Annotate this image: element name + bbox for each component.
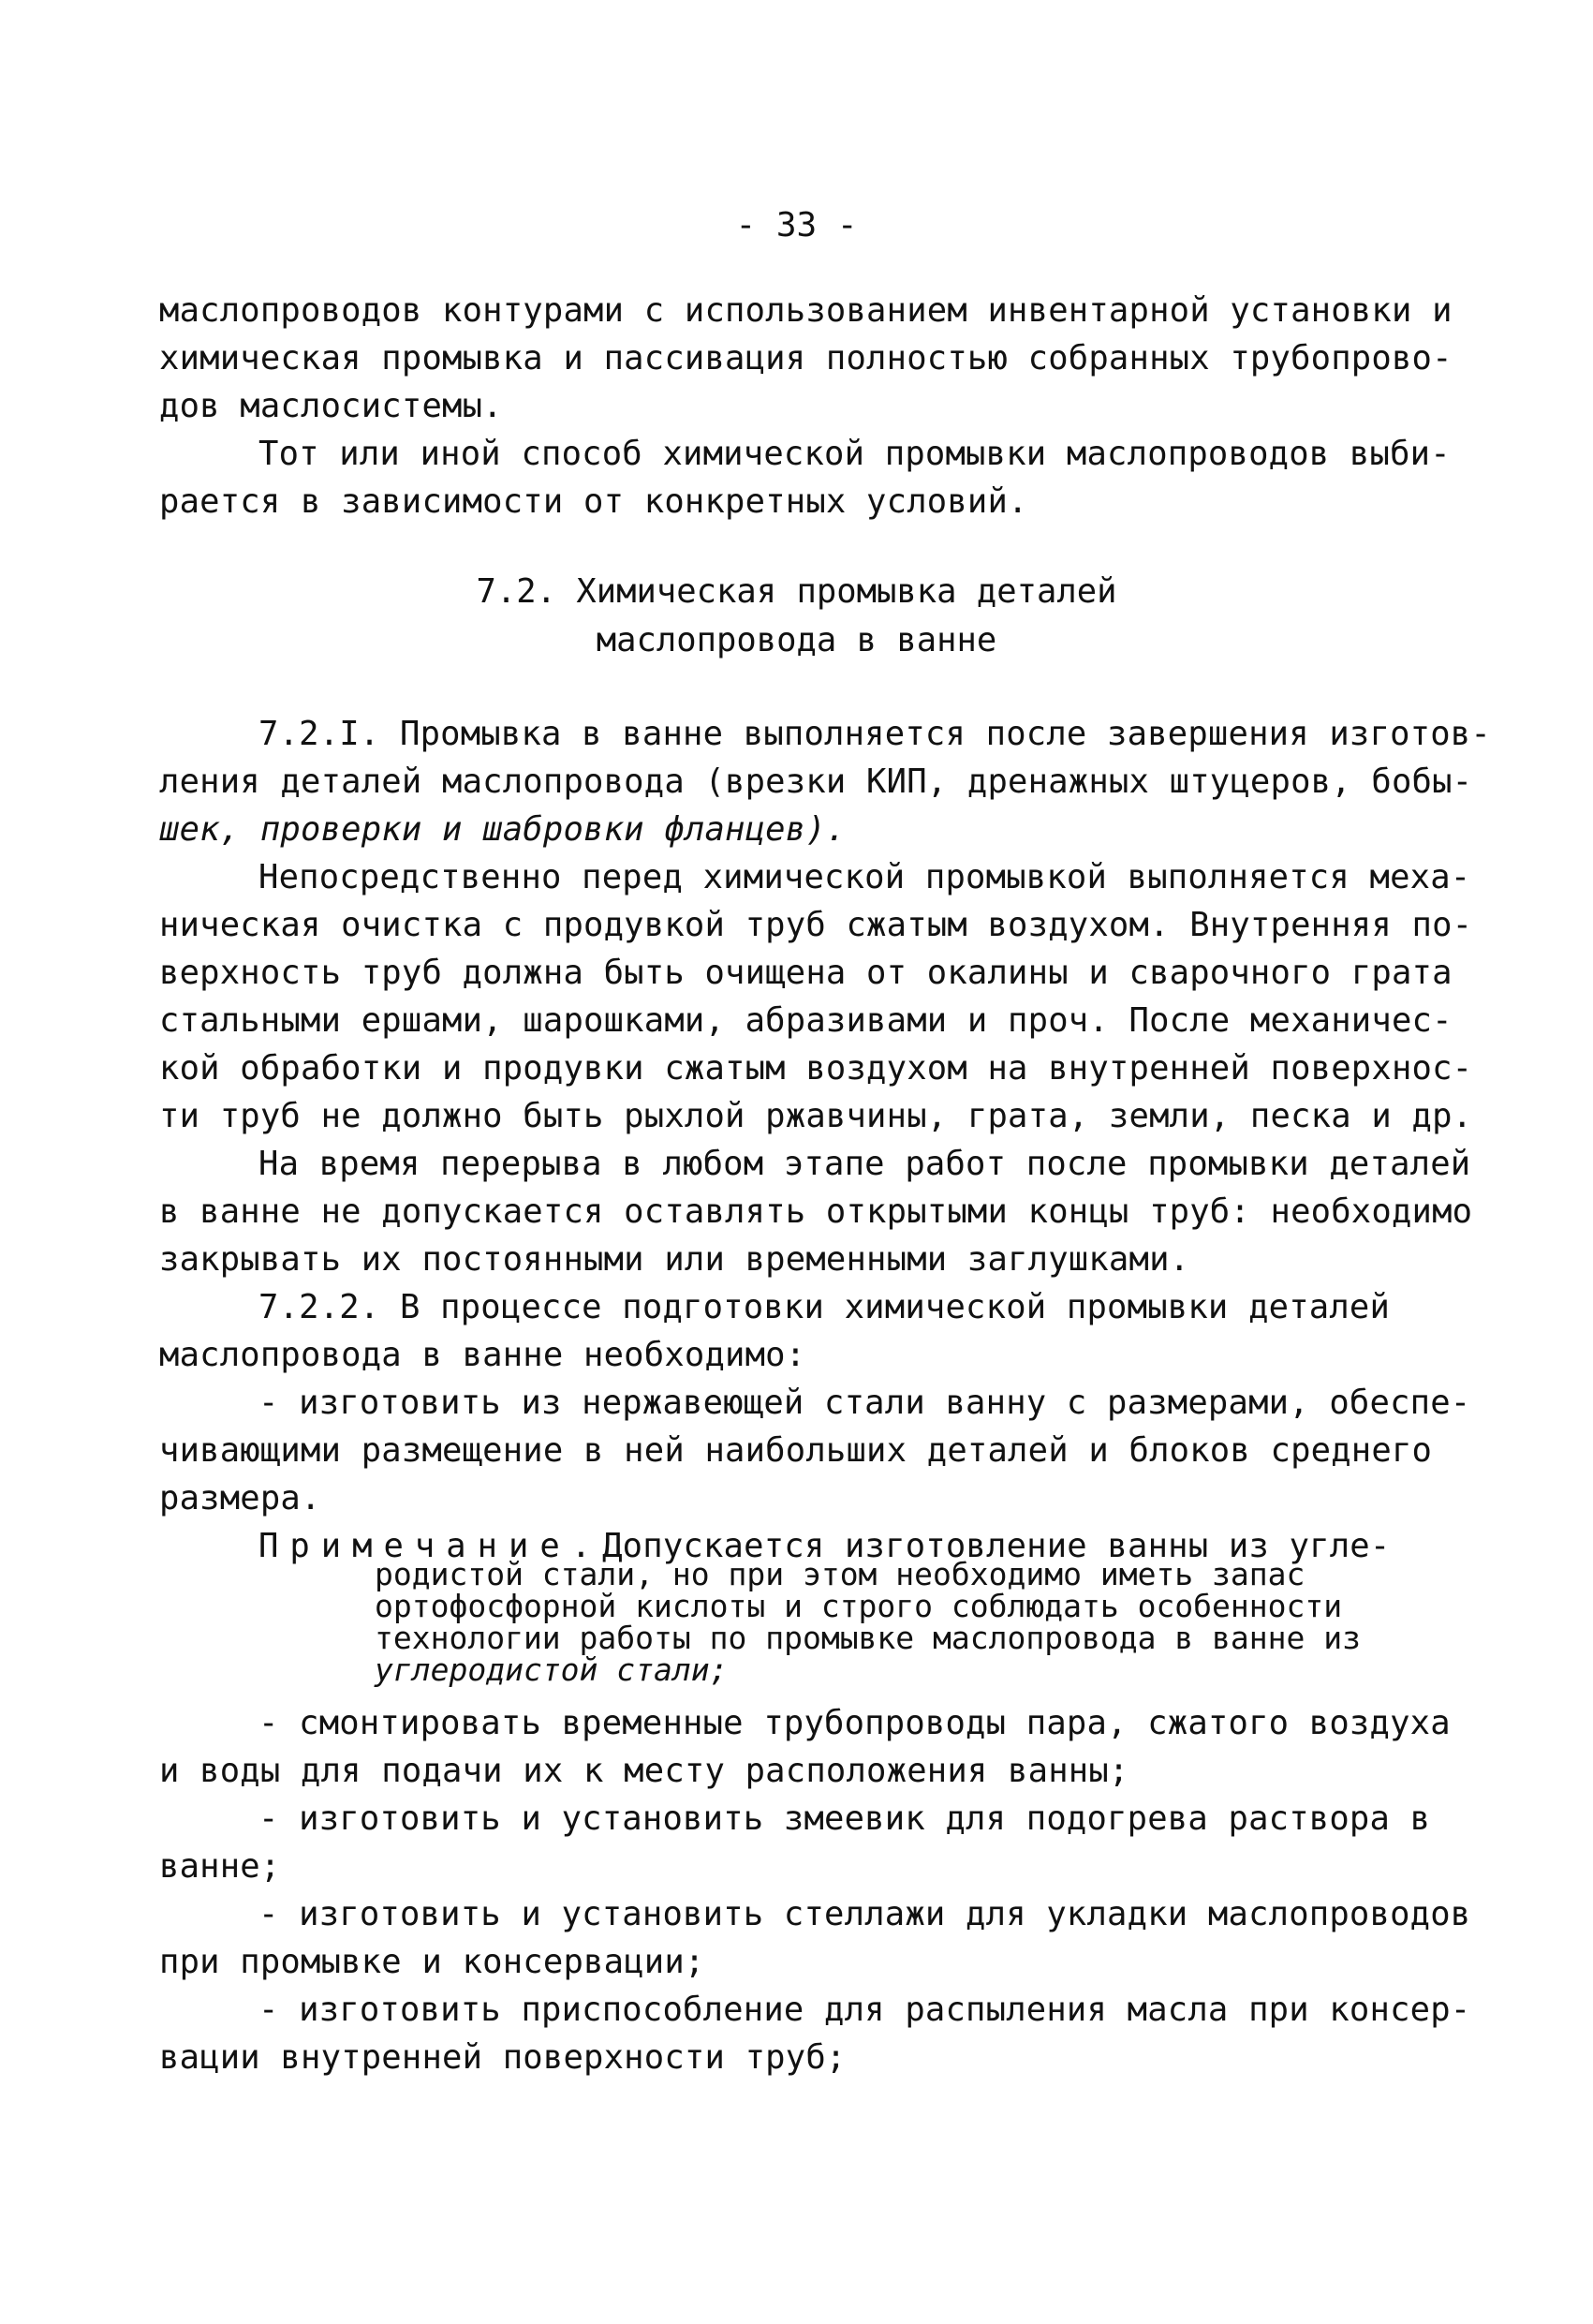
- text-line: рается в зависимости от конкретных условий.: [159, 482, 1028, 521]
- list-item-line: вации внутренней поверхности труб;: [159, 2038, 847, 2077]
- clause-line: ления деталей маслопровода (врезки КИП, дренажных штуцеров, бобы-: [159, 762, 1473, 801]
- note-line: родистой стали, но при этом необходимо иметь запас: [375, 1556, 1305, 1592]
- list-item-line: при промывке и консервации;: [159, 1943, 705, 1981]
- text-line: маслопроводов контурами с использованием инвентарной установки и: [159, 291, 1453, 330]
- text-line: в ванне не допускается оставлять открытыми концы труб: необходимо: [159, 1192, 1473, 1231]
- clause-line: 7.2.2. В процессе подготовки химической промывки деталей: [258, 1288, 1391, 1326]
- clause-line: маслопровода в ванне необходимо:: [159, 1336, 806, 1374]
- clause-line: 7.2.I. Промывка в ванне выполняется после завершения изготов-: [258, 715, 1491, 753]
- text-line: На время перерыва в любом этапе работ после промывки деталей: [258, 1145, 1471, 1183]
- list-item-line: - изготовить из нержавеющей стали ванну с размерами, обеспе-: [258, 1384, 1471, 1422]
- text-line: верхность труб должна быть очищена от окалины и сварочного грата: [159, 954, 1453, 992]
- section-heading: маслопровода в ванне: [596, 621, 997, 659]
- note-line: ортофосфорной кислоты и строго соблюдать особенности: [375, 1588, 1343, 1624]
- note-line: технологии работы по промывке маслопровода в ванне из: [375, 1620, 1361, 1656]
- list-item-line: размера.: [159, 1479, 321, 1517]
- clause-line: шек, проверки и шабровки фланцев).: [159, 810, 847, 849]
- list-item-line: чивающими размещение в ней наибольших деталей и блоков среднего: [159, 1431, 1433, 1470]
- list-item-line: ванне;: [159, 1847, 281, 1886]
- text-line: закрывать их постоянными или временными заглушками.: [159, 1240, 1190, 1279]
- page-number: - 33 -: [735, 206, 858, 244]
- list-item-line: - изготовить и установить стеллажи для укладки маслопроводов: [258, 1895, 1471, 1933]
- note-label: Примечание.: [258, 1527, 603, 1565]
- list-item-line: - смонтировать временные трубопроводы пара, сжатого воздуха: [258, 1704, 1451, 1742]
- list-item-line: - изготовить приспособление для распыления масла при консер-: [258, 1991, 1471, 2029]
- note-first-text: Допускается изготовление ванны из угле-: [602, 1527, 1391, 1565]
- section-heading: 7.2. Химическая промывка деталей: [476, 572, 1117, 611]
- text-line: ти труб не должно быть рыхлой ржавчины, грата, земли, песка и др.: [159, 1097, 1473, 1135]
- text-line: дов маслосистемы.: [159, 387, 503, 425]
- text-line: стальными ершами, шарошками, абразивами и проч. После механичес-: [159, 1001, 1453, 1040]
- list-item-line: - изготовить и установить змеевик для подогрева раствора в: [258, 1799, 1431, 1838]
- text-line: кой обработки и продувки сжатым воздухом на внутренней поверхнос-: [159, 1049, 1473, 1088]
- text-line: ническая очистка с продувкой труб сжатым воздухом. Внутренняя по-: [159, 906, 1473, 944]
- list-item-line: и воды для подачи их к месту расположения ванны;: [159, 1752, 1129, 1790]
- text-line: химическая промывка и пассивация полностью собранных трубопрово-: [159, 339, 1453, 377]
- text-line: Тот или иной способ химической промывки маслопроводов выби-: [258, 435, 1451, 473]
- note-line: углеродистой стали;: [375, 1651, 729, 1688]
- text-line: Непосредственно перед химической промывкой выполняется меха-: [258, 858, 1471, 896]
